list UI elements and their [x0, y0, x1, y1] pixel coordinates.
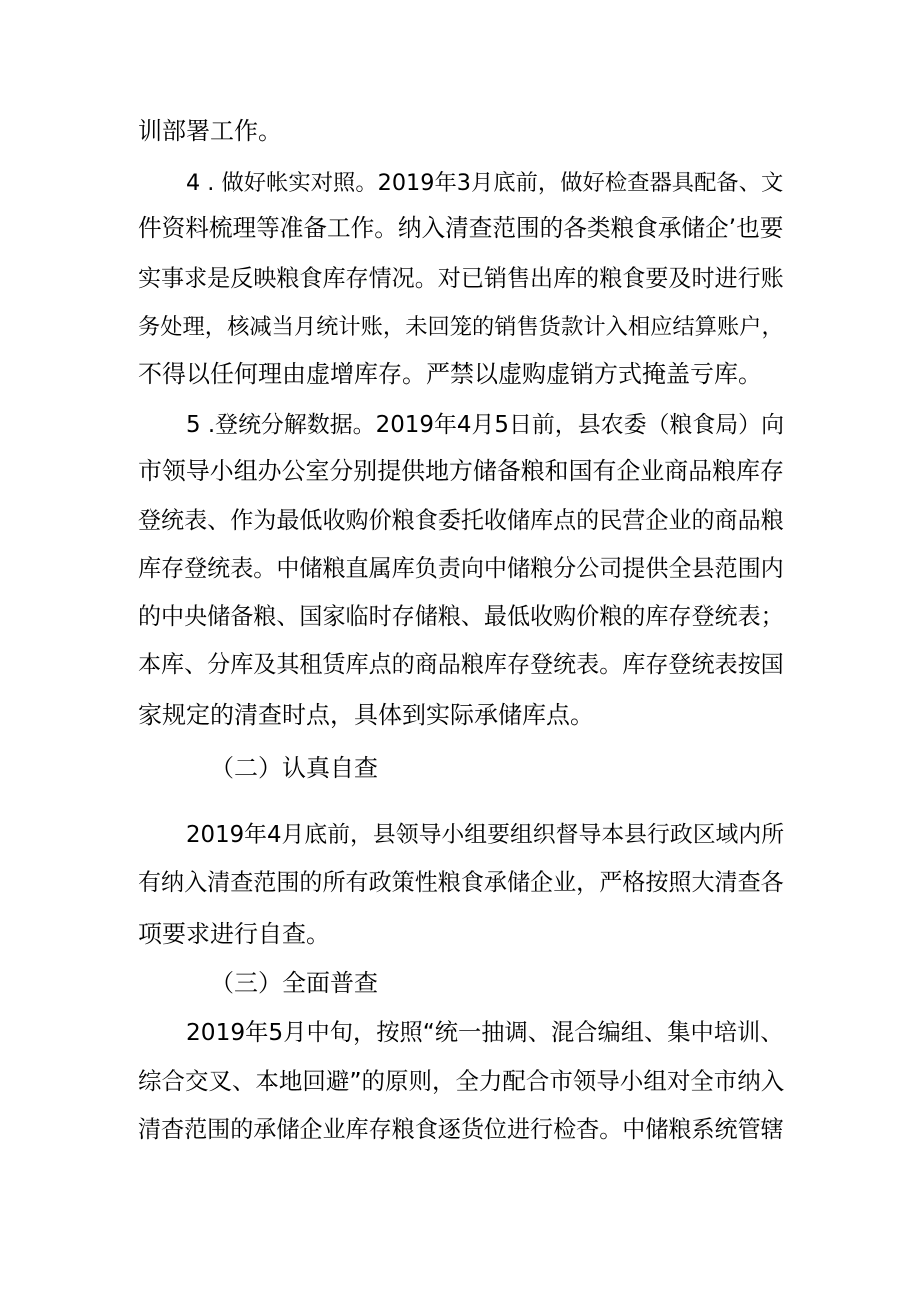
text-line-16: 有纳入清查范围的所有政策性粮食承储企业，严格按照大清查各 — [138, 870, 784, 896]
text-line-5: 务处理，核减当月统计账，未回笼的销售货款计入相应结算账户， — [138, 314, 784, 340]
text-line-11: 的中央储备粮、国家临时存储粮、最低收购价粮的库存登统表； — [138, 604, 784, 630]
text-line-20: 综合交叉、本地回避”的原则，全力配合市领导小组对全市纳入 — [138, 1067, 785, 1095]
text-line-13: 家规定的清查时点，具体到实际承储库点。 — [138, 701, 594, 729]
text-line-21: 清杳范围的承储企业库存粮食逐货位进行检杳。中储粮系统管辖 — [138, 1117, 784, 1143]
text-line-4: 实事求是反映粮食库存情况。对已销售出库的粮食要及时进行账 — [138, 266, 784, 292]
text-line-2: 4 . 做好帐实对照。2019年3月底前，做好检查器具配备、文 — [186, 170, 784, 196]
section-heading-3: （三）全面普查 — [210, 969, 378, 997]
section-heading-2: （二）认真自查 — [210, 754, 378, 782]
text-line-10: 库存登统表。中储粮直属库负责向中储粮分公司提供全县范围内 — [138, 556, 784, 582]
text-line-19: 2019年5月中旬，按照“统一抽调、混合编组、集中培训、 — [186, 1019, 784, 1046]
text-line-17: 项要求进行自查。 — [138, 920, 330, 948]
text-line-7: 5 .登统分解数据。2019年4月5日前，县农委（粮食局）向 — [186, 412, 785, 438]
text-line-8: 市领导小组办公室分别提供地方储备粮和国有企业商品粮库存 — [138, 457, 784, 485]
text-line-1: 训部署工作。 — [138, 117, 282, 145]
text-line-15: 2019年4月底前，县领导小组要组织督导本县行政区域内所 — [186, 822, 785, 848]
text-line-6: 不得以任何理由虚增库存。严禁以虚购虚销方式掩盖亏库。 — [138, 360, 762, 388]
text-line-3: 件资料梳理等准备工作。纳入清查范围的各类粮食承储企’也要 — [138, 214, 784, 242]
text-line-12: 本库、分库及其租赁库点的商品粮库存登统表。库存登统表按国 — [138, 652, 784, 678]
text-line-9: 登统表、作为最低收购价粮食委托收储库点的民营企业的商品粮 — [138, 508, 784, 534]
